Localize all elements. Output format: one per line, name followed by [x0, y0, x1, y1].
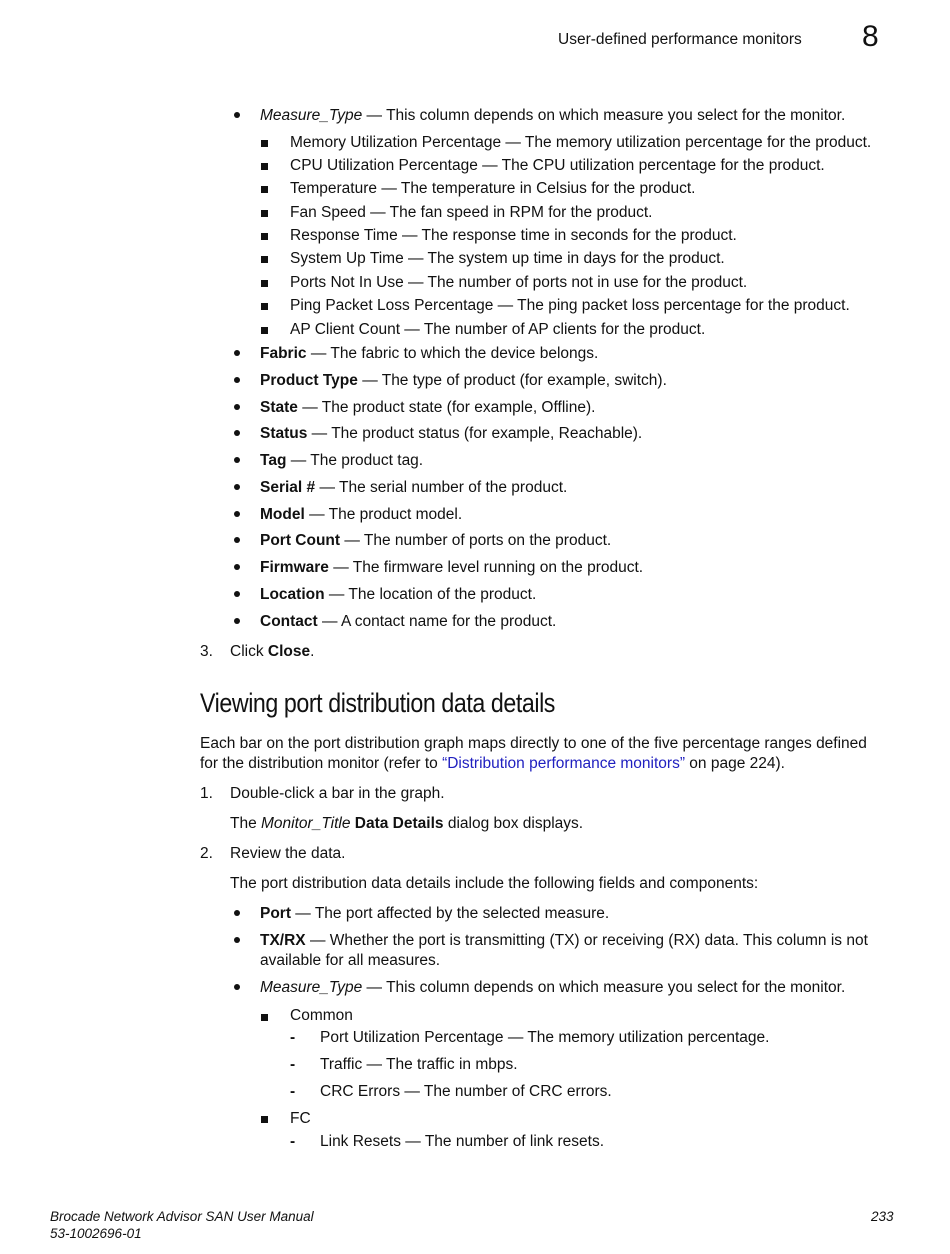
- field-item-state: State — The product state (for example, Offline).: [260, 399, 596, 416]
- step-number: 1.: [200, 785, 213, 802]
- intro-paragraph-line-1: Each bar on the port distribution graph maps directly to one of the five percentage ranges defined: [200, 735, 867, 752]
- measure-item: System Up Time — The system up time in days for the product.: [290, 250, 725, 267]
- square-bullet-icon: [261, 303, 268, 310]
- common-item: Port Utilization Percentage — The memory utilization percentage.: [320, 1029, 770, 1046]
- square-bullet-icon: [261, 280, 268, 287]
- field-item-tag: Tag — The product tag.: [260, 452, 424, 469]
- intro-paragraph-line-2: for the distribution monitor (refer to “Distribution performance monitors” on page 224).: [200, 755, 785, 772]
- measure-item: Temperature — The temperature in Celsius for the product.: [290, 180, 696, 197]
- field-item-measure-type: Measure_Type — This column depends on which measure you select for the monitor.: [260, 979, 846, 996]
- bullet-icon: [234, 377, 240, 383]
- square-bullet-icon: [261, 256, 268, 263]
- step-2-intro: The port distribution data details include the following fields and components:: [230, 875, 759, 892]
- bullet-icon: [234, 484, 240, 490]
- bullet-icon: [234, 511, 240, 517]
- bullet-icon: [234, 350, 240, 356]
- square-bullet-icon: [261, 186, 268, 193]
- measure-item: Response Time — The response time in seconds for the product.: [290, 227, 737, 244]
- bullet-icon: [234, 112, 240, 118]
- field-item-model: Model — The product model.: [260, 506, 463, 523]
- bullet-icon: [234, 937, 240, 943]
- square-bullet-icon: [261, 327, 268, 334]
- bullet-icon: [234, 404, 240, 410]
- footer-manual-title: Brocade Network Advisor SAN User Manual: [50, 1209, 314, 1224]
- step-1-text: Double-click a bar in the graph.: [230, 785, 445, 802]
- fc-item: Link Resets — The number of link resets.: [320, 1133, 605, 1150]
- square-bullet-icon: [261, 1116, 268, 1123]
- field-item-fabric: Fabric — The fabric to which the device belongs.: [260, 345, 599, 362]
- group-fc: FC: [290, 1110, 311, 1127]
- step-1-result: The Monitor_Title Data Details dialog box displays.: [230, 815, 584, 832]
- common-item: Traffic — The traffic in mbps.: [320, 1056, 518, 1073]
- measure-type-item: Measure_Type — This column depends on which measure you select for the monitor.: [260, 107, 846, 124]
- dash-bullet-icon: -: [290, 1083, 296, 1100]
- bullet-icon: [234, 457, 240, 463]
- bullet-icon: [234, 430, 240, 436]
- square-bullet-icon: [261, 1014, 268, 1021]
- bullet-icon: [234, 591, 240, 597]
- field-item-contact: Contact — A contact name for the product.: [260, 613, 557, 630]
- measure-item: CPU Utilization Percentage — The CPU utilization percentage for the product.: [290, 157, 825, 174]
- step-2-text: Review the data.: [230, 845, 346, 862]
- field-item-port-count: Port Count — The number of ports on the product.: [260, 532, 612, 549]
- square-bullet-icon: [261, 210, 268, 217]
- measure-item: Memory Utilization Percentage — The memory utilization percentage for the product.: [290, 134, 872, 151]
- field-item-status: Status — The product status (for example, Reachable).: [260, 425, 643, 442]
- bullet-icon: [234, 537, 240, 543]
- measure-item: Fan Speed — The fan speed in RPM for the product.: [290, 204, 653, 221]
- field-item-txrx-continued: available for all measures.: [260, 952, 441, 969]
- running-title: User-defined performance monitors: [558, 31, 802, 48]
- measure-item: Ports Not In Use — The number of ports not in use for the product.: [290, 274, 748, 291]
- cross-reference-link[interactable]: “Distribution performance monitors”: [442, 755, 685, 772]
- dash-bullet-icon: -: [290, 1029, 296, 1046]
- step-number: 3.: [200, 643, 213, 660]
- group-common: Common: [290, 1007, 353, 1024]
- dash-bullet-icon: -: [290, 1056, 296, 1073]
- bullet-icon: [234, 984, 240, 990]
- step-3-text: Click Close.: [230, 643, 315, 660]
- bullet-icon: [234, 564, 240, 570]
- field-item-product-type: Product Type — The type of product (for example, switch).: [260, 372, 667, 389]
- field-item-port: Port — The port affected by the selected measure.: [260, 905, 610, 922]
- field-item-serial: Serial # — The serial number of the product.: [260, 479, 568, 496]
- step-number: 2.: [200, 845, 213, 862]
- section-heading: Viewing port distribution data details: [200, 688, 555, 718]
- chapter-number: 8: [862, 20, 879, 53]
- field-item-firmware: Firmware — The firmware level running on the product.: [260, 559, 644, 576]
- footer-page-number: 233: [871, 1209, 894, 1224]
- bullet-icon: [234, 618, 240, 624]
- measure-item: Ping Packet Loss Percentage — The ping packet loss percentage for the product.: [290, 297, 850, 314]
- bullet-icon: [234, 910, 240, 916]
- footer-document-id: 53-1002696-01: [50, 1226, 142, 1241]
- square-bullet-icon: [261, 140, 268, 147]
- square-bullet-icon: [261, 233, 268, 240]
- field-item-txrx: TX/RX — Whether the port is transmitting (TX) or receiving (RX) data. This column is not: [260, 932, 868, 949]
- measure-item: AP Client Count — The number of AP clients for the product.: [290, 321, 706, 338]
- field-item-location: Location — The location of the product.: [260, 586, 537, 603]
- square-bullet-icon: [261, 163, 268, 170]
- dash-bullet-icon: -: [290, 1133, 296, 1150]
- common-item: CRC Errors — The number of CRC errors.: [320, 1083, 612, 1100]
